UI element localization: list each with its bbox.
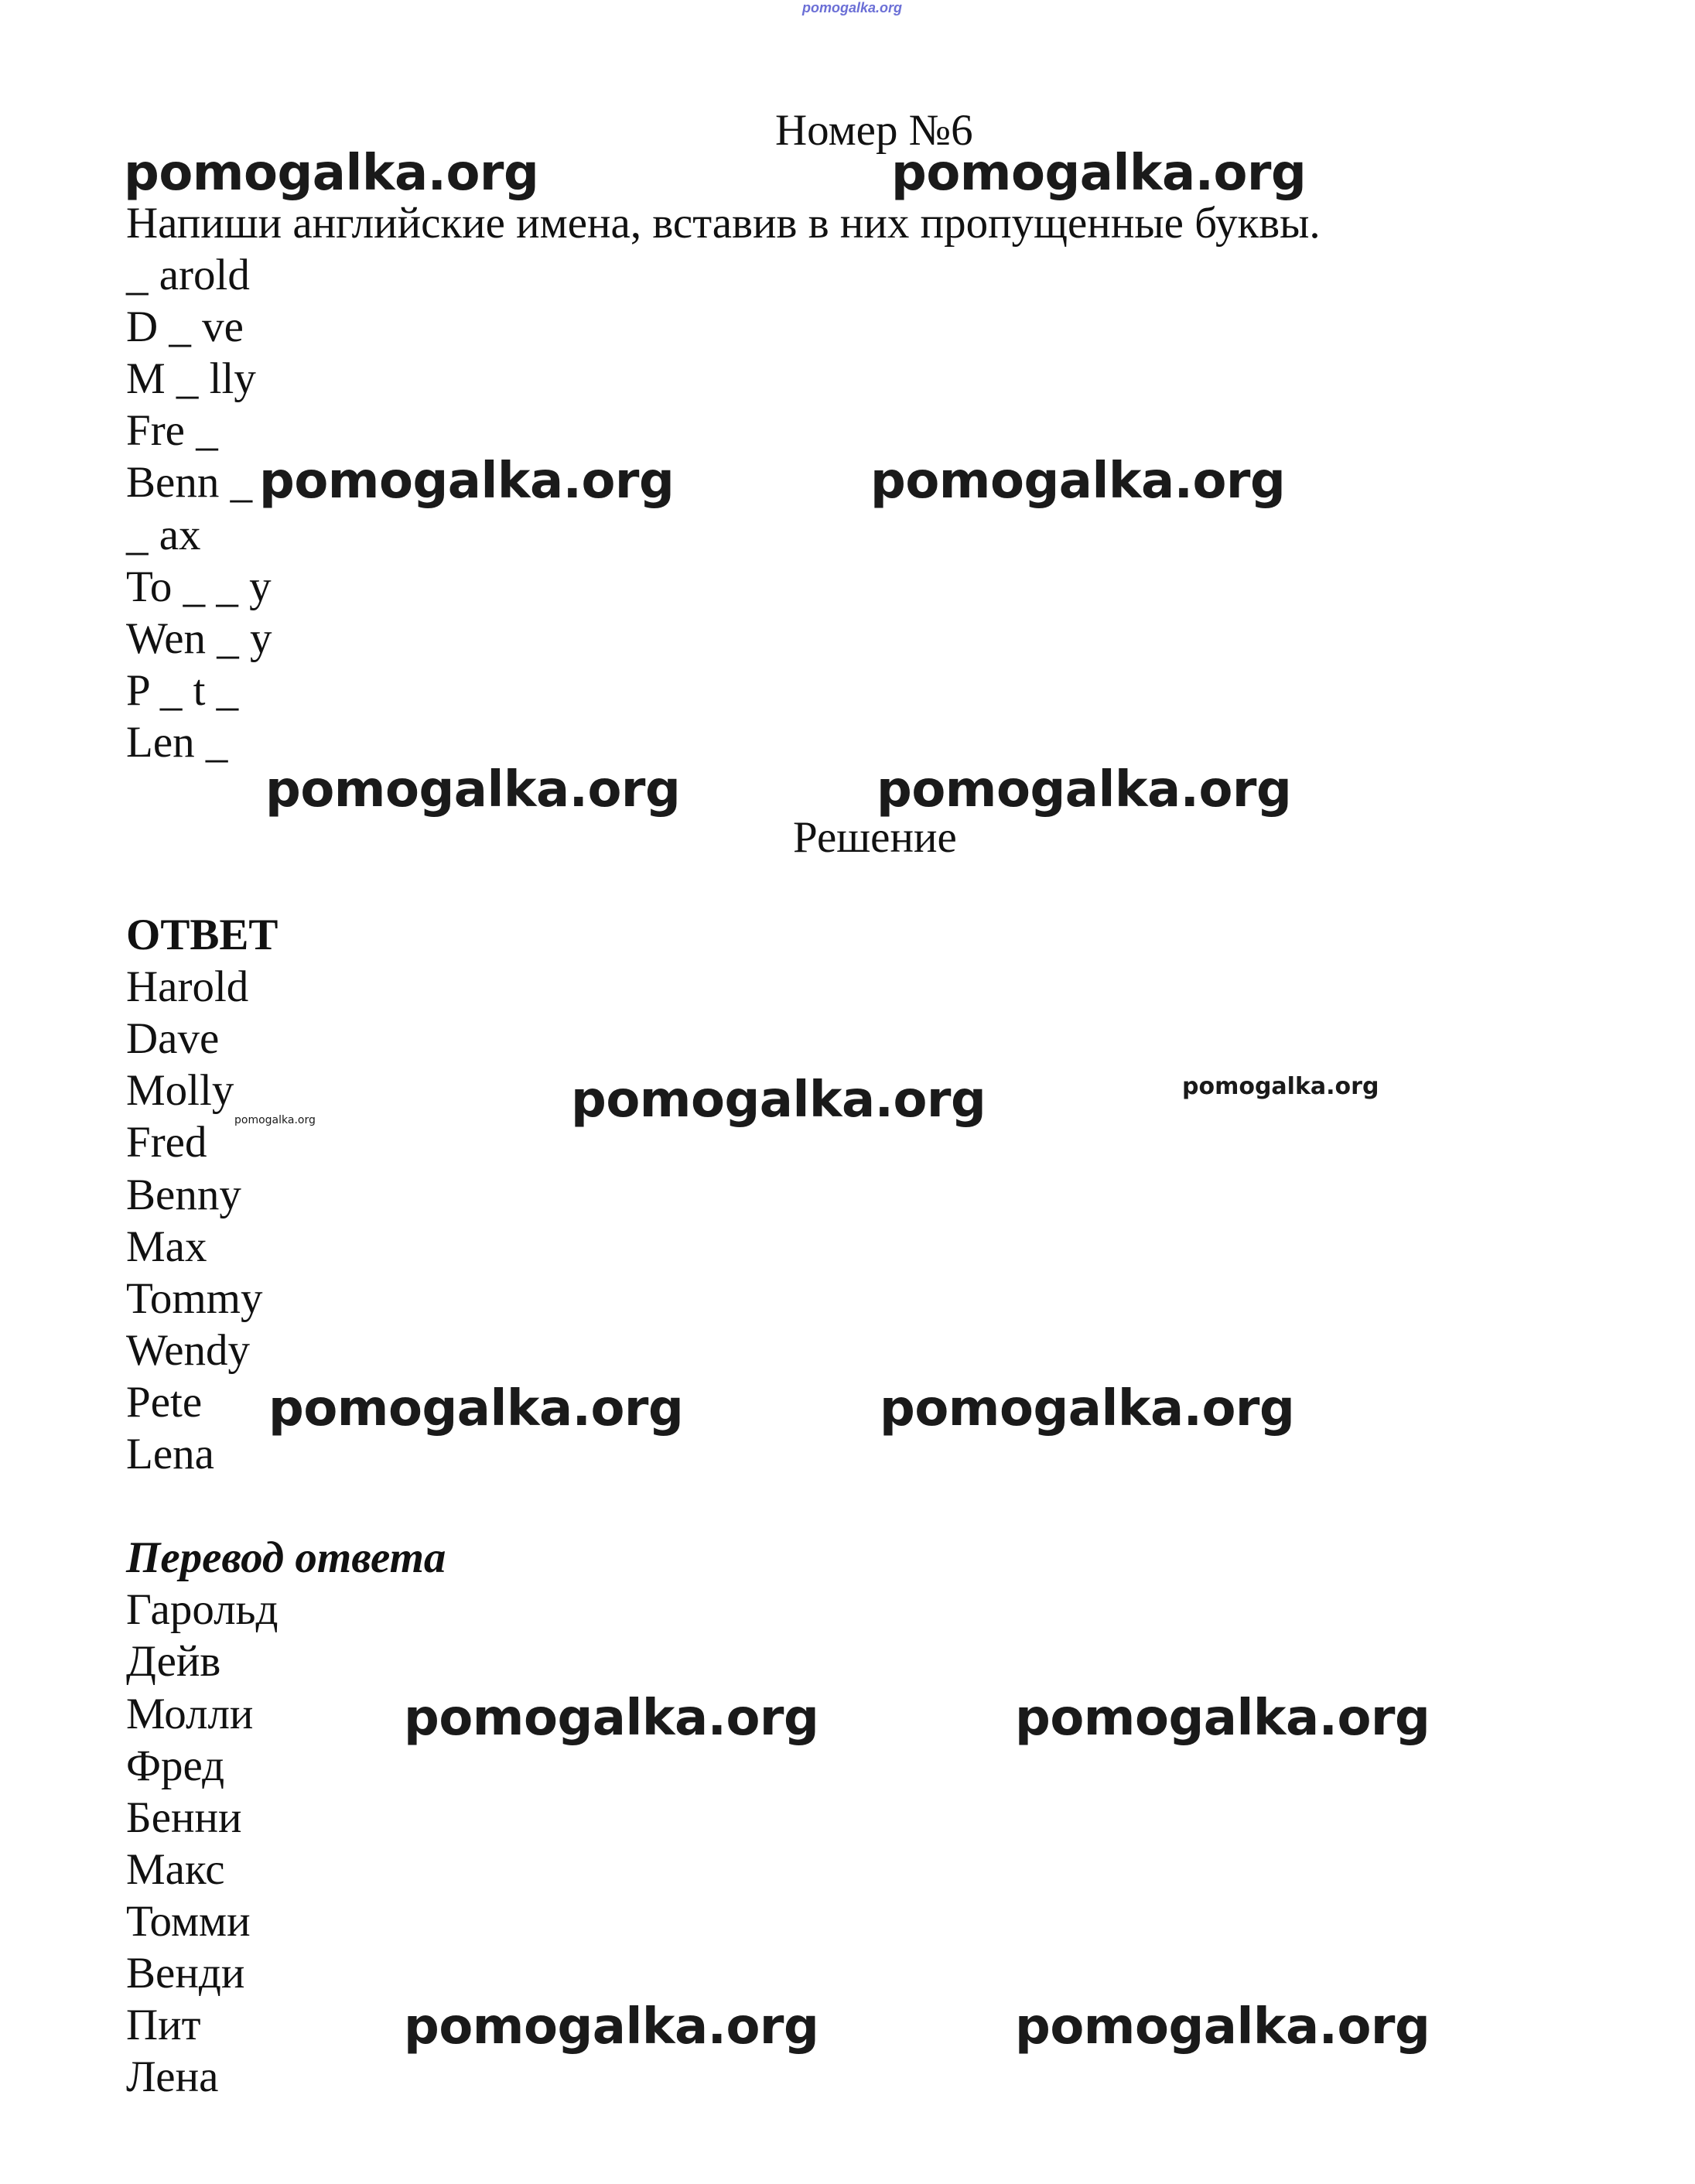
translation-item: Фред — [126, 1741, 225, 1790]
watermark: pomogalka.org — [870, 453, 1286, 510]
translation-item: Лена — [126, 2052, 219, 2101]
answer-item: Pete — [126, 1378, 203, 1427]
answer-item: Max — [126, 1222, 207, 1271]
answer-item: Harold — [126, 962, 249, 1011]
exercise-item: Wen _ y — [126, 614, 272, 663]
answer-item: Tommy — [126, 1274, 263, 1323]
translation-item: Томми — [126, 1897, 251, 1946]
solution-label: Решение — [793, 813, 957, 862]
watermark: pomogalka.org — [259, 453, 675, 510]
watermark: pomogalka.org — [891, 145, 1307, 202]
watermark: pomogalka.org — [265, 761, 681, 819]
watermark: pomogalka.org — [404, 1690, 819, 1747]
page-title: Номер №6 — [775, 106, 973, 155]
translation-item: Макс — [126, 1845, 225, 1894]
task-text: Напиши английские имена, вставив в них пропущенные буквы. — [126, 199, 1321, 248]
answer-item: Benny — [126, 1171, 241, 1219]
answer-item: Lena — [126, 1430, 214, 1478]
watermark-tiny: pomogalka.org — [234, 1114, 316, 1126]
translation-item: Дейв — [126, 1637, 221, 1686]
exercise-item: Len _ — [126, 718, 228, 767]
answer-item: Dave — [126, 1014, 220, 1063]
answer-item: Wendy — [126, 1326, 251, 1375]
watermark: pomogalka.org — [268, 1380, 684, 1437]
exercise-item: Fre _ — [126, 406, 218, 455]
translation-heading: Перевод ответа — [126, 1533, 446, 1582]
watermark: pomogalka.org — [404, 1998, 819, 2056]
watermark: pomogalka.org — [124, 145, 539, 202]
answer-item: Molly — [126, 1066, 234, 1115]
exercise-item: _ arold — [126, 251, 250, 299]
translation-item: Венди — [126, 1949, 245, 1998]
watermark: pomogalka.org — [1015, 1998, 1430, 2056]
watermark-small: pomogalka.org — [1182, 1073, 1379, 1100]
exercise-item: M _ lly — [126, 354, 256, 403]
exercise-item: To _ _ y — [126, 562, 272, 611]
watermark: pomogalka.org — [1015, 1690, 1430, 1747]
watermark: pomogalka.org — [571, 1071, 986, 1129]
answer-heading: ОТВЕТ — [126, 911, 279, 959]
watermark: pomogalka.org — [877, 761, 1292, 819]
exercise-item: Benn _ — [126, 458, 253, 507]
translation-item: Молли — [126, 1690, 254, 1738]
translation-item: Бенни — [126, 1793, 242, 1842]
exercise-item: D _ ve — [126, 302, 244, 351]
translation-item: Гарольд — [126, 1585, 279, 1634]
exercise-item: P _ t _ — [126, 666, 239, 715]
exercise-item: _ ax — [126, 511, 201, 559]
translation-item: Пит — [126, 2001, 201, 2049]
answer-item: Fred — [126, 1118, 207, 1167]
top-watermark: pomogalka.org — [802, 0, 903, 15]
watermark: pomogalka.org — [880, 1380, 1295, 1437]
